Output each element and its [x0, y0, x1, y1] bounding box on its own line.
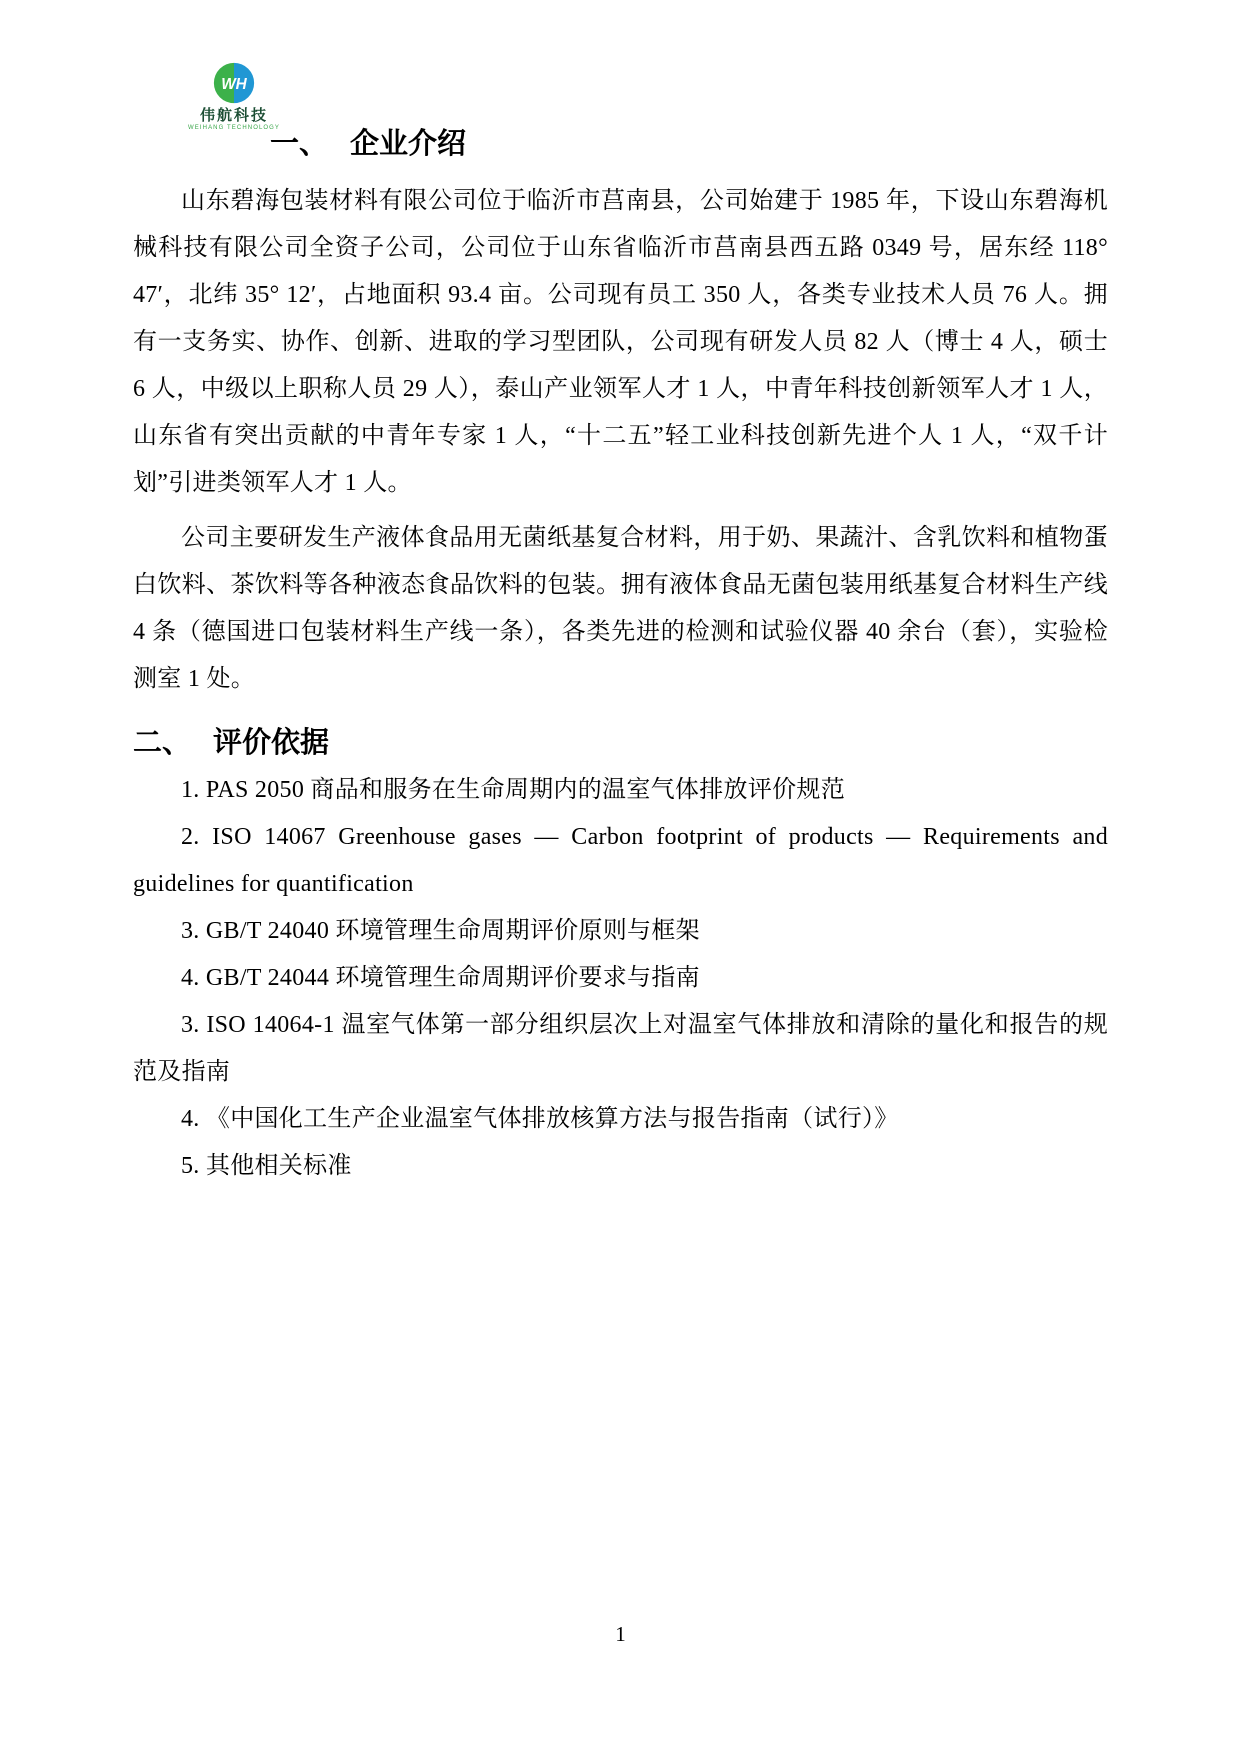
reference-item: 4. 《中国化工生产企业温室气体排放核算方法与报告指南（试行）》 — [181, 1106, 899, 1132]
reference-item: 1. PAS 2050 商品和服务在生命周期内的温室气体排放评价规范 — [181, 777, 846, 803]
section-1-number: 一、 — [270, 128, 329, 160]
company-logo — [188, 60, 280, 131]
logo-subtitle: WEIHANG TECHNOLOGY — [188, 125, 281, 131]
section-1-heading — [270, 126, 1108, 162]
company-intro-paragraph-2: 公司主要研发生产液体食品用无菌纸基复合材料，用于奶、果蔬汁、含乳饮料和植物蛋白饮料、茶饮料等各种液态食品饮料的包装。拥有液体食品无菌包装用纸基复合材料生产线 4 条（德国进口包装材料生产线一条），各类先进的检测和试验仪器 40 余台（套），实验检测室 1 处。 — [133, 525, 1108, 692]
reference-list — [133, 767, 1108, 1190]
reference-item: 4. GB/T 24044 环境管理生命周期评价要求与指南 — [181, 965, 700, 991]
page-number: 1 — [615, 1622, 626, 1646]
company-intro-paragraph-1: 山东碧海包装材料有限公司位于临沂市莒南县，公司始建于 1985 年，下设山东碧海机械科技有限公司全资子公司，公司位于山东省临沂市莒南县西五路 0349 号，居东经 118° 47′，北纬 35° 12′，占地面积 93.4 亩。公司现有员工 350 人，各类专业技术人员 76 人。拥有一支务实、协作、创新、进取的学习型团队，公司现有研发人员 82 人（博士 4 人，硕士 6 人，中级以上职称人员 29 人），泰山产业领军人才 1 人，中青年科技创新领军人才 1 人，山东省有突出贡献的中青年专家 1 人，“十二五”轻工业科技创新先进个人 1 人，“双千计划”引进类领军人才 1 人。 — [133, 188, 1108, 496]
section-2-title: 评价依据 — [213, 727, 330, 759]
reference-item: 5. 其他相关标准 — [181, 1153, 352, 1179]
section-1-title: 企业介绍 — [350, 128, 467, 160]
logo-mark-icon — [211, 60, 257, 106]
reference-item: 3. GB/T 24040 环境管理生命周期评价原则与框架 — [181, 918, 700, 944]
logo-name: 伟航科技 — [199, 107, 268, 124]
section-2-number: 二、 — [133, 727, 192, 759]
logo-monogram: WH — [221, 75, 247, 93]
section-2-heading — [133, 725, 1108, 761]
reference-item: 3. ISO 14064-1 温室气体第一部分组织层次上对温室气体排放和清除的量化和报告的规范及指南 — [133, 1012, 1108, 1085]
reference-item: 2. ISO 14067 Greenhouse gases — Carbon footprint of products — Requirements and guidelines for quantification — [133, 824, 1108, 897]
